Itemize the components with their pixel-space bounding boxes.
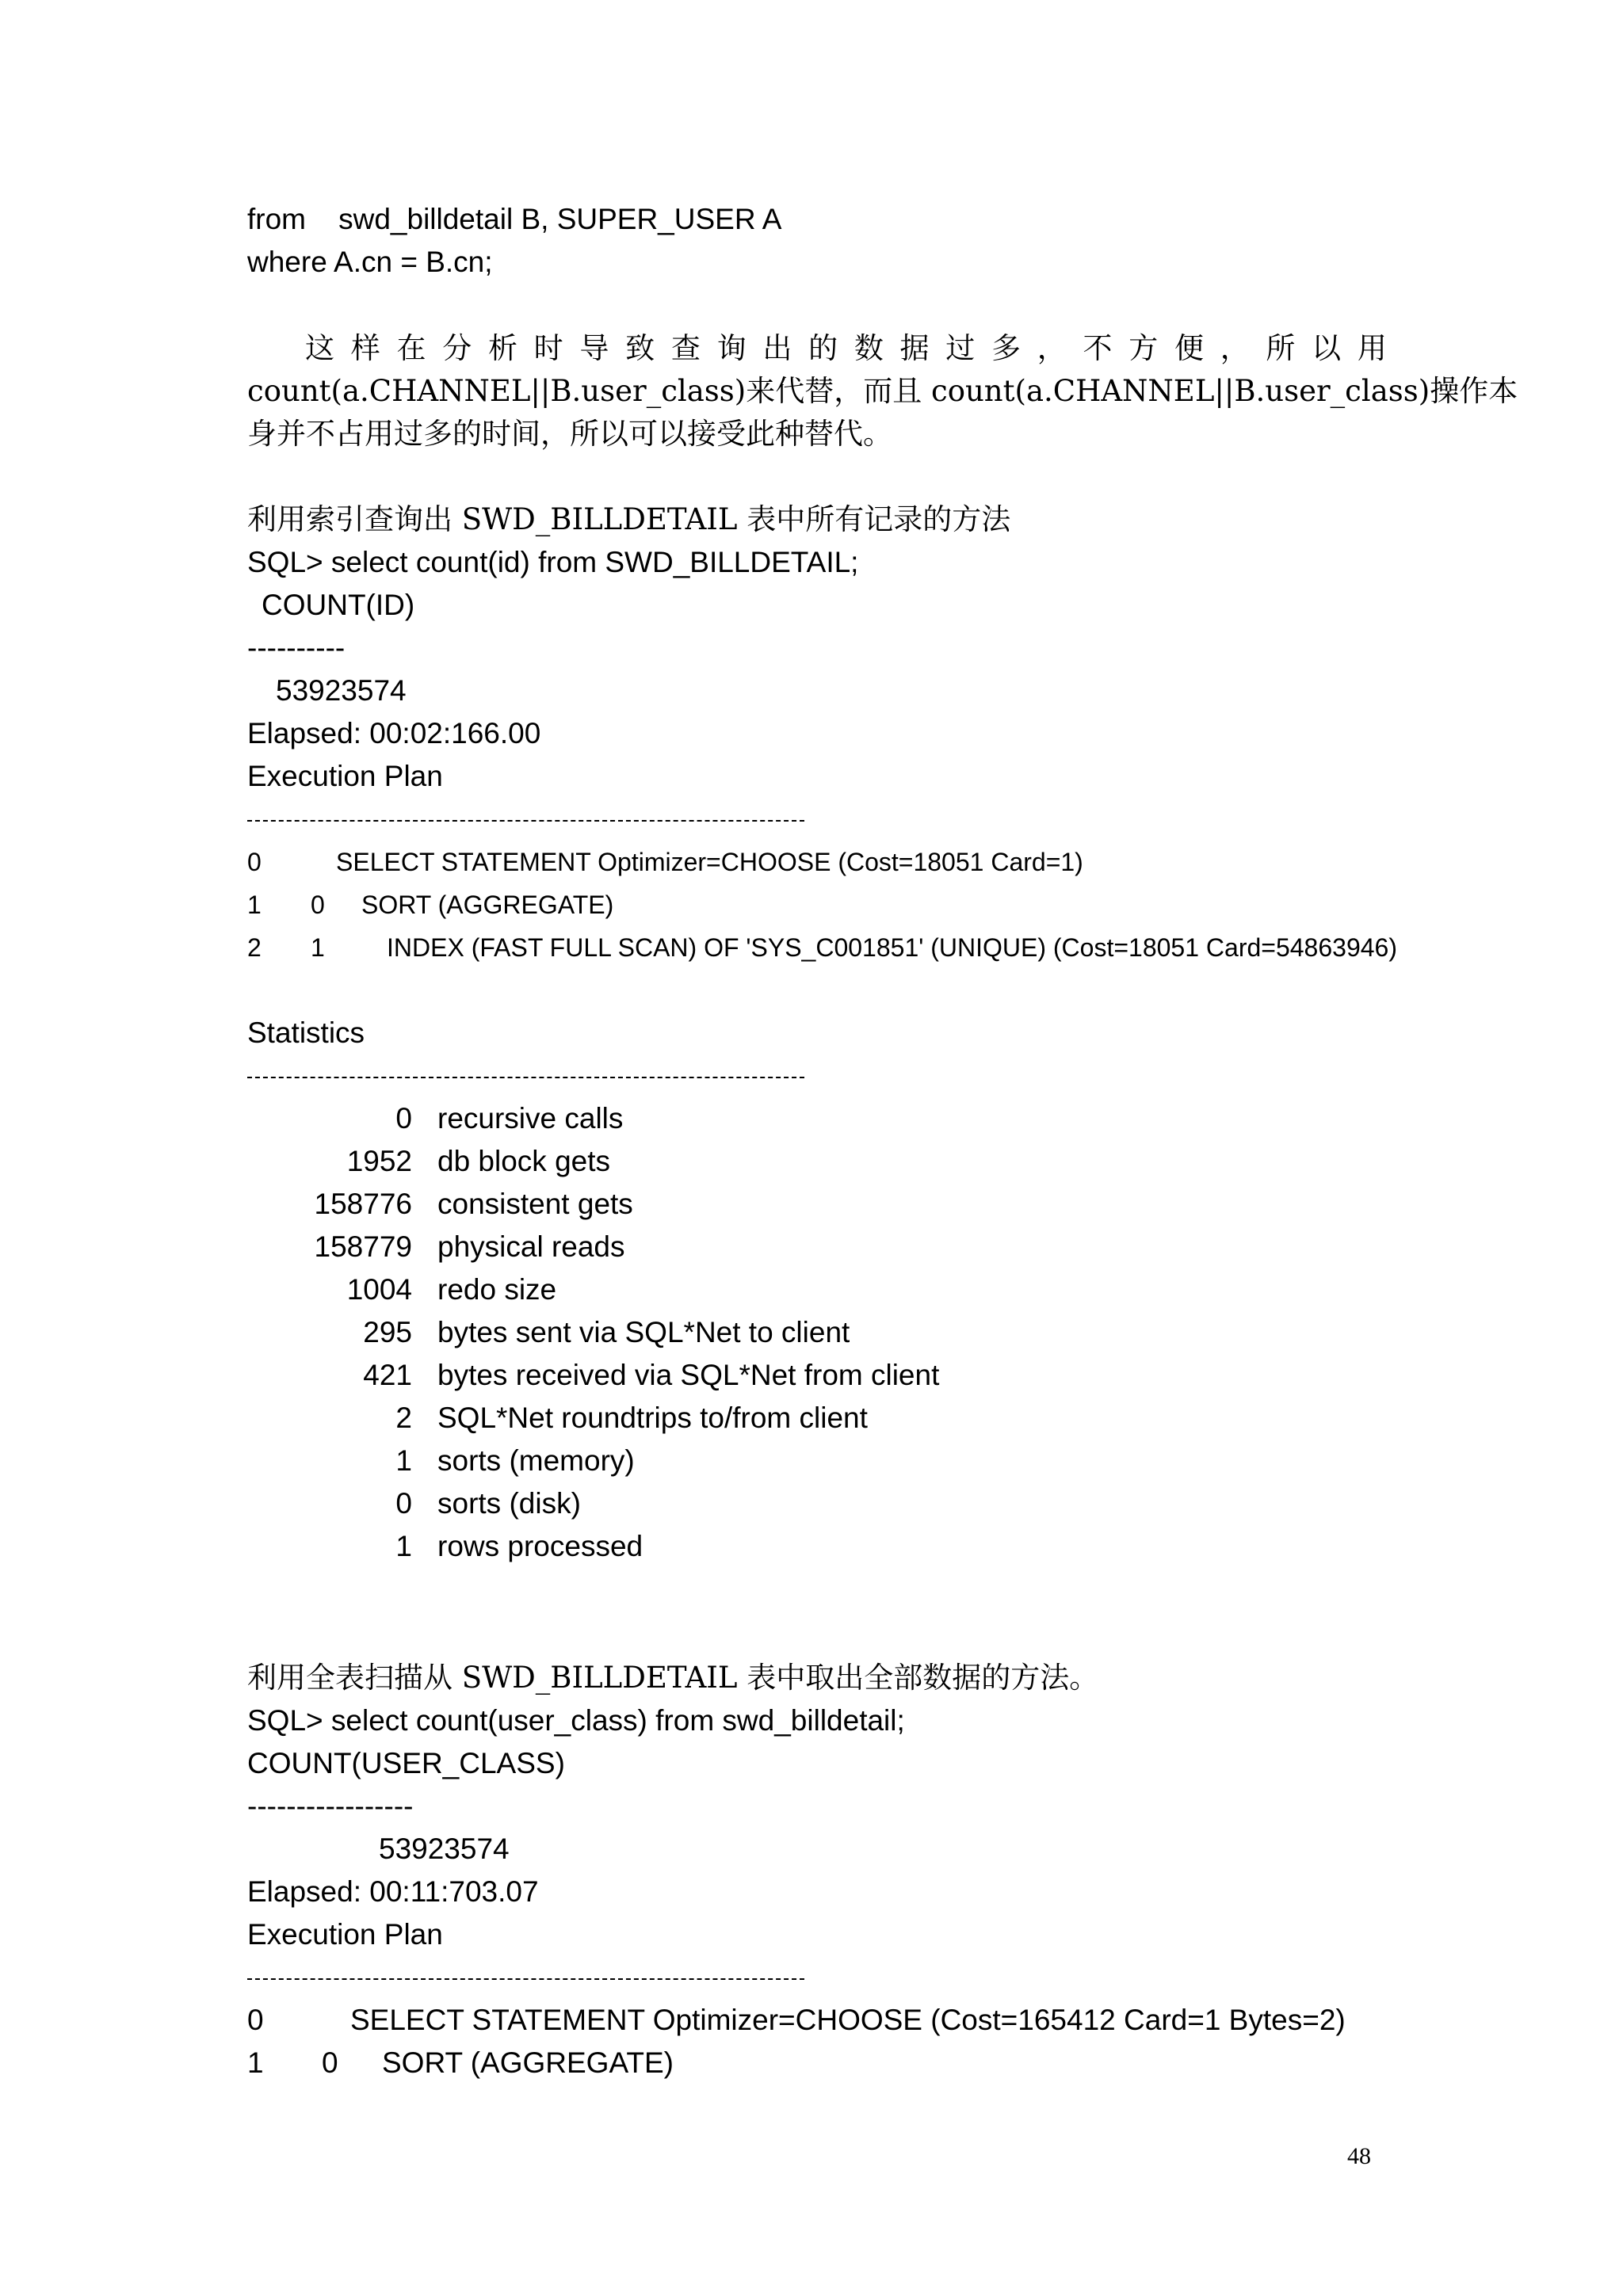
stat-label: sorts (disk) [437, 1487, 581, 1520]
stat-value: 295 [363, 1316, 412, 1348]
plan-row-text: SELECT STATEMENT Optimizer=CHOOSE (Cost=165412 Card=1 Bytes=2) [350, 2004, 1346, 2036]
stat-value: 1952 [346, 1145, 412, 1177]
stat-label: SQL*Net roundtrips to/from client [437, 1402, 868, 1434]
stat-label: bytes sent via SQL*Net to client [437, 1316, 850, 1348]
stat-value: 1 [395, 1444, 412, 1477]
plan-row-text: INDEX (FAST FULL SCAN) OF 'SYS_C001851' (UNIQUE) (Cost=18051 Card=54863946) [387, 933, 1397, 962]
paragraph-char: 出 [762, 331, 792, 365]
paragraph-char: 数 [854, 331, 884, 365]
plan-row-parent: 0 [322, 2046, 338, 2079]
stat-label: rows processed [437, 1530, 643, 1562]
paragraph-char: 查 [670, 331, 701, 365]
stat-value: 0 [395, 1487, 412, 1520]
paragraph-char: 析 [487, 331, 517, 365]
paragraph-char: 所 [1266, 331, 1296, 365]
plan-row-text: SORT (AGGREGATE) [382, 2046, 674, 2079]
stat-label: recursive calls [437, 1102, 624, 1135]
paragraph-char: 方 [1128, 331, 1159, 365]
paragraph-char: 这 [305, 331, 334, 365]
section1-plan-title: Execution Plan [247, 760, 443, 792]
stat-label: physical reads [437, 1230, 625, 1263]
section1-stats-rule [247, 1077, 804, 1078]
stat-label: consistent gets [437, 1188, 633, 1220]
plan-row-id: 0 [247, 2004, 264, 2036]
section1-separator: ---------- [247, 631, 346, 664]
section2-heading: 利用全表扫描从 SWD_BILLDETAIL 表中取出全部数据的方法。 [247, 1661, 1099, 1695]
plan-row-id: 2 [247, 933, 262, 962]
plan-row-parent: 0 [311, 891, 325, 919]
paragraph-char: 的 [808, 331, 838, 365]
sql-from-line: from swd_billdetail B, SUPER_USER A [247, 203, 782, 235]
paragraph-char: 询 [716, 331, 747, 365]
section1-query: SQL> select count(id) from SWD_BILLDETAIL; [247, 546, 859, 578]
paragraph-char: 样 [350, 331, 380, 365]
paragraph-char: 用 [1357, 331, 1387, 365]
section1-plan-rule [247, 820, 804, 822]
plan-row-text: SELECT STATEMENT Optimizer=CHOOSE (Cost=18051 Card=1) [336, 848, 1083, 876]
section1-stats-title: Statistics [247, 1016, 365, 1049]
section1-result: 53923574 [276, 674, 407, 707]
paragraph-char: 便 [1174, 331, 1204, 365]
section1-heading: 利用索引查询出 SWD_BILLDETAIL 表中所有记录的方法 [247, 502, 1011, 536]
paragraph-char: 过 [945, 331, 976, 365]
section2-elapsed: Elapsed: 00:11:703.07 [247, 1875, 539, 1908]
paragraph-char: 多 [991, 331, 1022, 365]
paragraph-char: 时 [533, 331, 563, 365]
stat-value: 158776 [314, 1188, 412, 1220]
page-number: 48 [1347, 2143, 1371, 2169]
paragraph-char: 分 [442, 331, 472, 365]
stat-value: 421 [363, 1359, 412, 1391]
paragraph-line-2: count(a.CHANNEL||B.user_class)来代替，而且 count(a.CHANNEL||B.user_class)操作本 [247, 374, 1518, 408]
stat-value: 2 [395, 1402, 412, 1434]
section2-separator: ----------------- [247, 1790, 414, 1822]
plan-row-parent: 1 [311, 933, 325, 962]
paragraph-char: 在 [396, 331, 426, 365]
section1-column-header: COUNT(ID) [262, 589, 415, 621]
plan-row-text: SORT (AGGREGATE) [361, 891, 614, 919]
plan-row-id: 0 [247, 848, 262, 876]
stat-label: bytes received via SQL*Net from client [437, 1359, 940, 1391]
section2-result: 53923574 [379, 1833, 510, 1865]
paragraph-char: ， [1037, 331, 1067, 365]
paragraph-char: 致 [625, 331, 655, 365]
paragraph-line-1 [305, 331, 1387, 366]
section2-query: SQL> select count(user_class) from swd_billdetail; [247, 1704, 905, 1737]
section2-column-header: COUNT(USER_CLASS) [247, 1747, 565, 1779]
section2-plan-title: Execution Plan [247, 1918, 443, 1951]
paragraph-char: 不 [1083, 331, 1113, 365]
plan-row-id: 1 [247, 2046, 264, 2079]
stat-value: 1004 [346, 1273, 412, 1306]
stat-value: 158779 [314, 1230, 412, 1263]
paragraph-char: ， [1220, 331, 1250, 365]
stat-label: sorts (memory) [437, 1444, 635, 1477]
sql-where-line: where A.cn = B.cn; [247, 246, 493, 278]
stat-value: 0 [395, 1102, 412, 1135]
paragraph-char: 以 [1312, 331, 1342, 365]
paragraph-line-3: 身并不占用过多的时间，所以可以接受此种替代。 [247, 417, 892, 451]
plan-row-id: 1 [247, 891, 262, 919]
section2-plan-rule [247, 1978, 804, 1980]
stat-label: redo size [437, 1273, 557, 1306]
section1-elapsed: Elapsed: 00:02:166.00 [247, 717, 541, 749]
paragraph-char: 导 [579, 331, 609, 365]
stat-value: 1 [395, 1530, 412, 1562]
stat-label: db block gets [437, 1145, 611, 1177]
paragraph-char: 据 [899, 331, 930, 365]
